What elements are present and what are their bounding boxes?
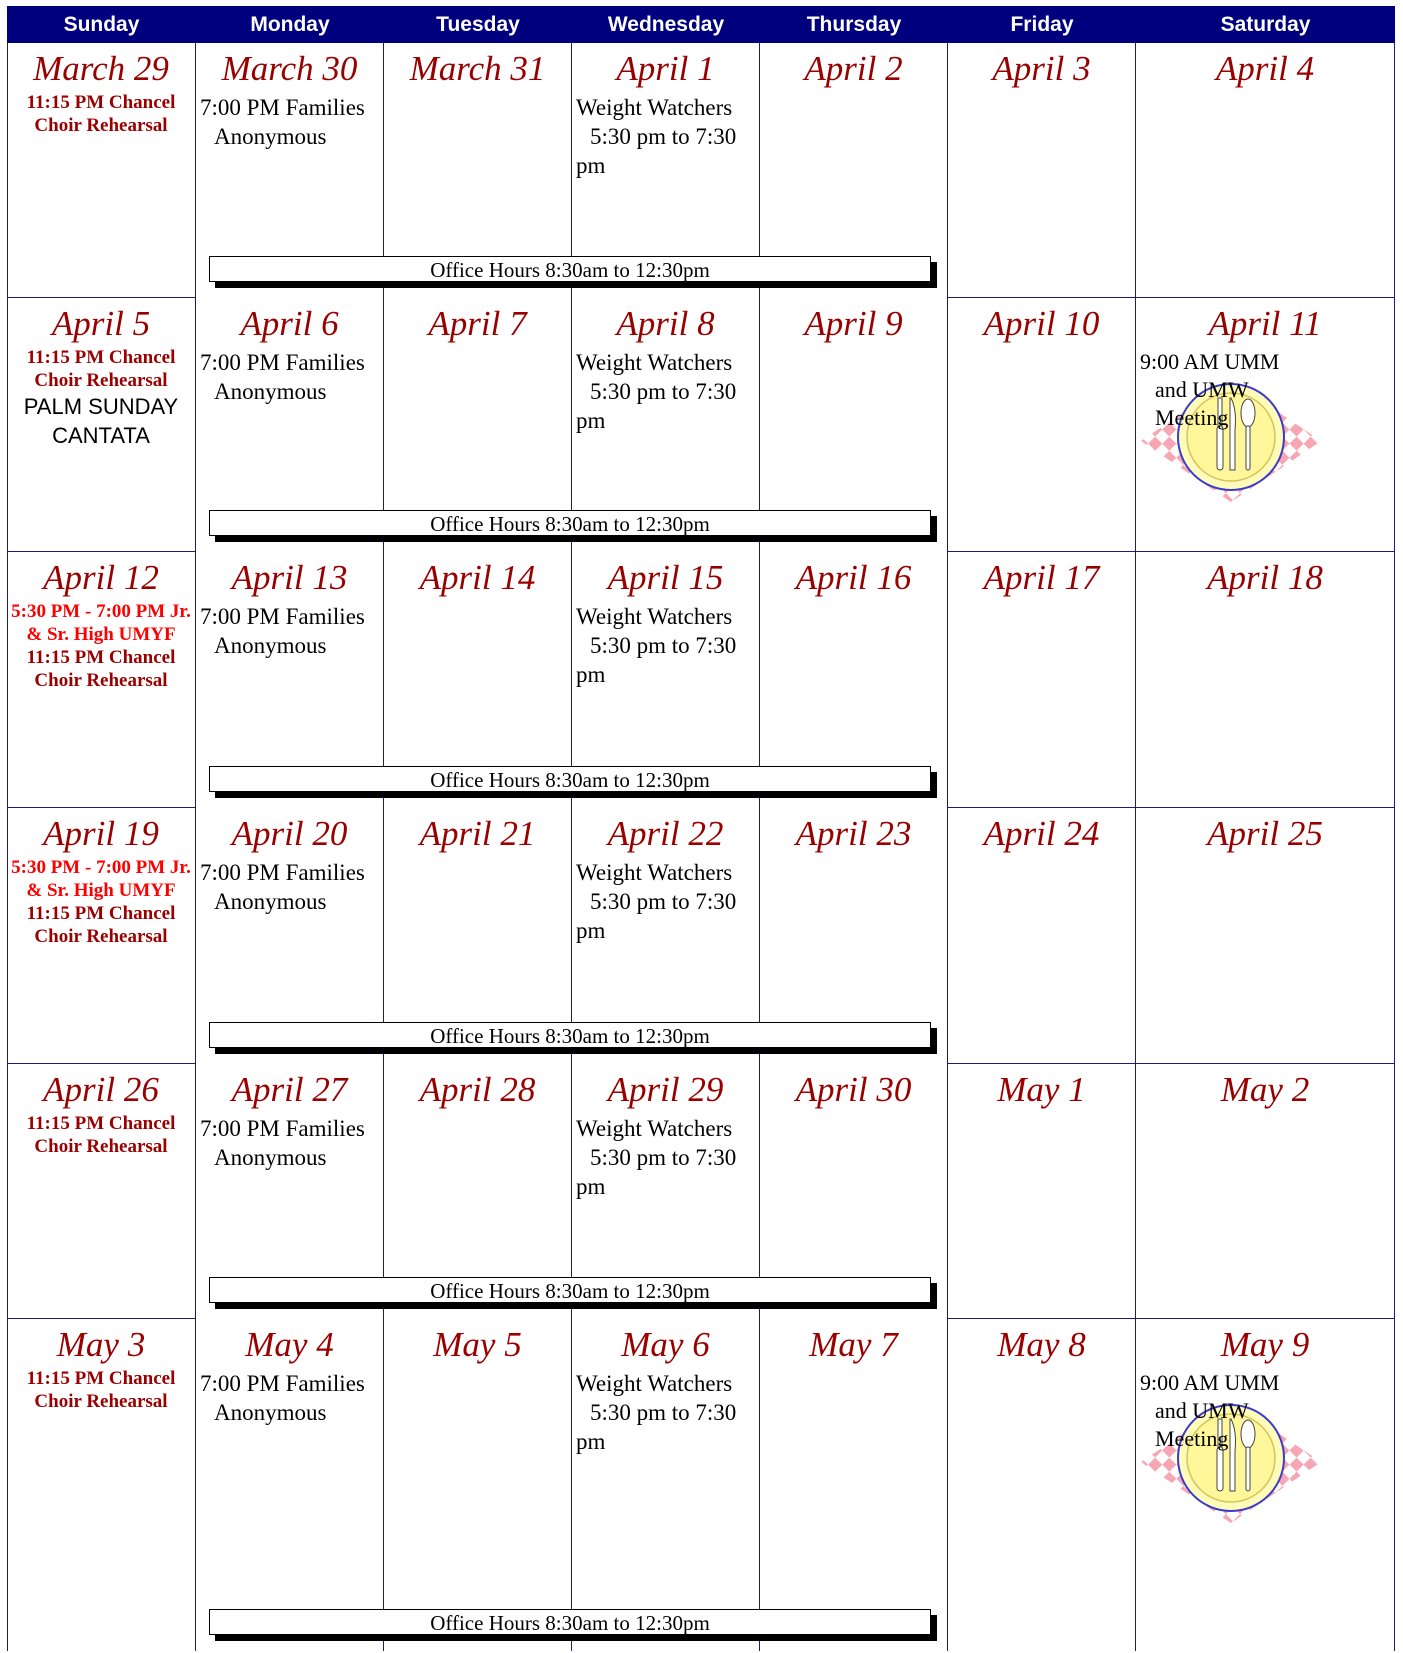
date-label: April 22 xyxy=(607,814,724,853)
event-line: 5:30 pm to 7:30 xyxy=(590,1145,737,1170)
date-label: April 21 xyxy=(419,814,536,853)
day-cell xyxy=(948,808,1136,1064)
date-label: April 8 xyxy=(616,304,715,343)
date-label: April 15 xyxy=(607,558,724,597)
date-label: March 31 xyxy=(409,49,546,88)
event-line: pm xyxy=(576,918,606,943)
date-label: April 7 xyxy=(428,304,527,343)
office-hours-bar: Office Hours 8:30am to 12:30pm xyxy=(209,510,931,536)
event-line: 7:00 PM Families xyxy=(200,350,365,375)
date-label: May 7 xyxy=(809,1325,898,1364)
event-line: Weight Watchers xyxy=(576,95,733,120)
office-hours-bar: Office Hours 8:30am to 12:30pm xyxy=(209,1022,931,1048)
date-label: May 5 xyxy=(433,1325,522,1364)
day-cell xyxy=(760,1319,948,1651)
date-label: April 16 xyxy=(795,558,912,597)
event-line: Meeting xyxy=(1155,405,1229,430)
saturday-event xyxy=(1140,348,1279,432)
event-line: pm xyxy=(576,1429,606,1454)
office-hours-bar: Office Hours 8:30am to 12:30pm xyxy=(209,1277,931,1303)
date-label: April 14 xyxy=(419,558,536,597)
event-line: 7:00 PM Families xyxy=(200,604,365,629)
event-line: Weight Watchers xyxy=(576,350,733,375)
date-label: May 9 xyxy=(1220,1325,1310,1364)
event-line: Anonymous xyxy=(214,1400,327,1425)
date-label: April 18 xyxy=(1207,558,1323,597)
day-cell xyxy=(1136,298,1395,552)
date-label: May 8 xyxy=(997,1325,1086,1364)
wednesday-event xyxy=(576,93,757,180)
date-label: April 26 xyxy=(43,1070,159,1109)
event-line: 7:00 PM Families xyxy=(200,95,365,120)
day-cell xyxy=(1136,552,1395,808)
event-line: 9:00 AM UMM xyxy=(1140,1370,1280,1395)
date-label: April 12 xyxy=(43,558,159,597)
event-line: 5:30 pm to 7:30 xyxy=(590,124,737,149)
day-cell xyxy=(196,1319,384,1651)
day-header-thursday: Thursday xyxy=(760,6,948,43)
date-label: April 17 xyxy=(983,558,1100,597)
sunday-event: 11:15 PM Chancel Choir Rehearsal xyxy=(26,347,176,391)
saturday-event xyxy=(1140,1369,1279,1453)
calendar xyxy=(7,6,1395,1651)
day-header-wednesday: Wednesday xyxy=(572,6,760,43)
date-label: May 2 xyxy=(1220,1070,1310,1109)
date-label: April 19 xyxy=(43,814,159,853)
event-line: Weight Watchers xyxy=(576,1371,733,1396)
event-line: 5:30 pm to 7:30 xyxy=(590,889,737,914)
wednesday-event xyxy=(576,858,757,945)
monday-event xyxy=(200,348,381,406)
sunday-events xyxy=(7,91,195,137)
event-line: 9:00 AM UMM xyxy=(1140,349,1280,374)
day-cell xyxy=(7,808,196,1064)
event-line: 7:00 PM Families xyxy=(200,1371,365,1396)
date-label: April 9 xyxy=(804,304,903,343)
sunday-event: 5:30 PM - 7:00 PM Jr. & Sr. High UMYF xyxy=(11,601,191,645)
day-cell xyxy=(1136,43,1395,298)
date-label: April 11 xyxy=(1208,304,1322,343)
office-hours-bar: Office Hours 8:30am to 12:30pm xyxy=(209,766,931,792)
date-label: April 24 xyxy=(983,814,1100,853)
monday-event xyxy=(200,93,381,151)
monday-event xyxy=(200,1369,381,1427)
sunday-events xyxy=(7,600,195,692)
sunday-event: 11:15 PM Chancel Choir Rehearsal xyxy=(26,647,176,691)
sunday-events xyxy=(7,346,195,450)
day-cell xyxy=(7,1064,196,1319)
event-line: pm xyxy=(576,153,606,178)
sunday-event: 11:15 PM Chancel Choir Rehearsal xyxy=(26,903,176,947)
day-cell xyxy=(948,43,1136,298)
event-line: 5:30 pm to 7:30 xyxy=(590,633,737,658)
day-cell xyxy=(7,298,196,552)
wednesday-event xyxy=(576,348,757,435)
event-line: 5:30 pm to 7:30 xyxy=(590,379,737,404)
date-label: April 4 xyxy=(1215,49,1315,88)
date-label: April 5 xyxy=(51,304,151,343)
date-label: May 6 xyxy=(621,1325,710,1364)
event-line: pm xyxy=(576,662,606,687)
day-cell xyxy=(1136,808,1395,1064)
day-cell xyxy=(572,1319,760,1651)
date-label: April 23 xyxy=(795,814,912,853)
event-line: Meeting xyxy=(1155,1426,1229,1451)
event-line: 7:00 PM Families xyxy=(200,860,365,885)
date-label: April 29 xyxy=(607,1070,724,1109)
event-line: Anonymous xyxy=(214,633,327,658)
day-cell xyxy=(7,1319,196,1651)
day-cell xyxy=(948,1064,1136,1319)
sunday-event: 11:15 PM Chancel Choir Rehearsal xyxy=(26,1368,176,1412)
wednesday-event xyxy=(576,602,757,689)
day-cell xyxy=(1136,1319,1395,1651)
monday-event xyxy=(200,602,381,660)
day-cell xyxy=(948,1319,1136,1651)
date-label: March 29 xyxy=(33,49,169,88)
date-label: April 2 xyxy=(804,49,903,88)
event-line: pm xyxy=(576,1174,606,1199)
date-label: April 28 xyxy=(419,1070,536,1109)
wednesday-event xyxy=(576,1369,757,1456)
day-cell xyxy=(948,298,1136,552)
date-label: April 25 xyxy=(1207,814,1323,853)
wednesday-event xyxy=(576,1114,757,1201)
date-label: April 10 xyxy=(983,304,1100,343)
office-hours-bar: Office Hours 8:30am to 12:30pm xyxy=(209,1609,931,1635)
monday-event xyxy=(200,1114,381,1172)
event-line: and UMW xyxy=(1155,377,1249,402)
day-header-friday: Friday xyxy=(948,6,1136,43)
sunday-event: 5:30 PM - 7:00 PM Jr. & Sr. High UMYF xyxy=(11,857,191,901)
date-label: May 3 xyxy=(56,1325,146,1364)
date-label: April 20 xyxy=(231,814,348,853)
event-line: Anonymous xyxy=(214,124,327,149)
monday-event xyxy=(200,858,381,916)
date-label: April 1 xyxy=(616,49,715,88)
event-line: Anonymous xyxy=(214,889,327,914)
day-cell xyxy=(7,43,196,298)
event-line: Weight Watchers xyxy=(576,604,733,629)
sunday-event: PALM SUNDAY CANTATA xyxy=(23,394,179,448)
date-label: May 4 xyxy=(245,1325,334,1364)
date-label: April 30 xyxy=(795,1070,912,1109)
date-label: April 13 xyxy=(231,558,348,597)
day-cell xyxy=(384,1319,572,1651)
sunday-events xyxy=(7,856,195,948)
day-header-monday: Monday xyxy=(196,6,384,43)
date-label: March 30 xyxy=(221,49,358,88)
event-line: Anonymous xyxy=(214,1145,327,1170)
event-line: 5:30 pm to 7:30 xyxy=(590,1400,737,1425)
day-cell xyxy=(948,552,1136,808)
day-cell xyxy=(1136,1064,1395,1319)
sunday-events xyxy=(7,1367,195,1413)
sunday-event: 11:15 PM Chancel Choir Rehearsal xyxy=(26,1113,176,1157)
event-line: Weight Watchers xyxy=(576,860,733,885)
day-cell xyxy=(7,552,196,808)
office-hours-bar: Office Hours 8:30am to 12:30pm xyxy=(209,256,931,282)
day-header-tuesday: Tuesday xyxy=(384,6,572,43)
date-label: April 6 xyxy=(240,304,339,343)
event-line: and UMW xyxy=(1155,1398,1249,1423)
event-line: Anonymous xyxy=(214,379,327,404)
event-line: pm xyxy=(576,408,606,433)
date-label: April 27 xyxy=(231,1070,348,1109)
date-label: April 3 xyxy=(992,49,1091,88)
sunday-events xyxy=(7,1112,195,1158)
event-line: Weight Watchers xyxy=(576,1116,733,1141)
event-line: 7:00 PM Families xyxy=(200,1116,365,1141)
date-label: May 1 xyxy=(997,1070,1086,1109)
sunday-event: 11:15 PM Chancel Choir Rehearsal xyxy=(26,92,176,136)
day-header-saturday: Saturday xyxy=(1136,6,1395,43)
day-header-sunday: Sunday xyxy=(7,6,196,43)
